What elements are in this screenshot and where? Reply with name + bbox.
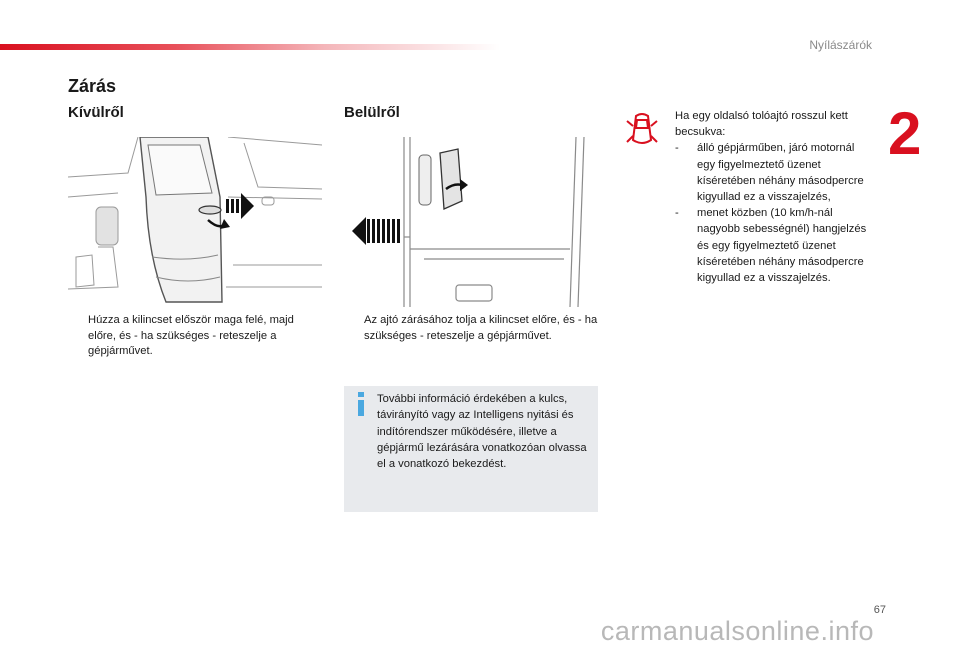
page-number: 67 — [873, 604, 886, 616]
warning-item-2 — [675, 205, 875, 286]
info-text: További információ érdekében a kulcs, távirányító vagy az Intelligens nyitási és indítórendszer működésére, illetve a gépjármű lezárására vonatkozóan olvassa el a vonatkozó bekezdést. — [377, 393, 587, 471]
warning-item-1-text: álló gépjárműben, járó motornál egy figyelmeztető üzenet kíséretében néhány másodpercre kigyullad ez a visszajelzés, — [697, 142, 864, 204]
list-dash: - — [675, 142, 679, 155]
warning-text — [675, 108, 875, 286]
page-title: Zárás — [68, 76, 117, 96]
warning-item-2-text: menet közben (10 km/h-nál nagyobb sebességnél) hangjelzés és egy figyelmeztető üzenet kíséretében néhány másodpercre kigyullad ez a visszajelzés. — [697, 207, 867, 285]
outside-instruction — [68, 313, 322, 360]
list-dash: - — [675, 207, 679, 220]
outside-door-illustration — [68, 137, 322, 307]
outside-instruction-text: Húzza a kilincset először maga felé, majd előre, és - ha szükséges - reteszelje a gépjárművet. — [88, 314, 294, 357]
inside-instruction-text: Az ajtó zárásához tolja a kilincset előre, és - ha szükséges - reteszelje a gépjárművet. — [364, 314, 598, 342]
inside-door-illustration — [344, 137, 598, 307]
header-accent-bar — [0, 44, 500, 50]
inside-instruction — [344, 313, 598, 344]
chapter-number: 2 — [888, 100, 922, 167]
info-icon — [354, 392, 368, 416]
warning-intro: Ha egy oldalsó tolóajtó rosszul kett becsukva: — [675, 110, 848, 139]
section-title: Nyílászárók — [809, 38, 872, 52]
warning-item-1 — [675, 140, 875, 205]
info-box — [344, 386, 598, 512]
watermark: carmanualsonline.info — [600, 616, 874, 646]
heading-outside: Kívülről — [68, 104, 124, 121]
heading-inside: Belülről — [344, 104, 400, 121]
open-door-warning-icon — [626, 112, 658, 150]
